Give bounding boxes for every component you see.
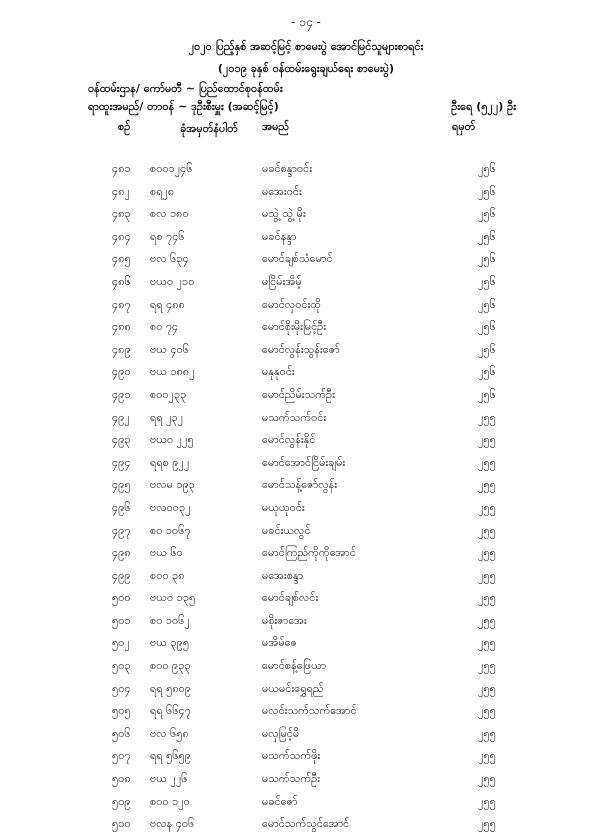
header-name: အမည် bbox=[262, 120, 290, 133]
header-marks: ရမှတ် bbox=[452, 120, 476, 133]
marks-value: ၂၅၅ bbox=[478, 500, 496, 514]
post-label: ရာထူးအမည်/ တာဝန် ~ ဒုဦးစီးမှူး (အဆင့်မြင့်) bbox=[88, 100, 279, 113]
department-label: ဝန်ထမ်းဌာန/ ကော်မတီ ~ ပြည်ထောင်စုဝန်ထမ်း bbox=[88, 82, 283, 95]
row-number: ၄၉၃ bbox=[112, 433, 131, 447]
roll-number: ရစ ၇၄၆ bbox=[150, 229, 185, 243]
row-number: ၄၉၈ bbox=[112, 546, 131, 560]
roll-number: စရ၂၈ bbox=[150, 184, 175, 198]
row-number: ၄၈၇ bbox=[112, 297, 131, 311]
row-number: ၄၉၇ bbox=[112, 523, 131, 537]
row-number: ၅၀၄ bbox=[112, 681, 131, 695]
table-row bbox=[0, 452, 612, 475]
marks-value: ၂၅၆ bbox=[478, 297, 496, 311]
marks-value: ၂၅၅ bbox=[478, 704, 496, 718]
marks-value: ၂၅၆ bbox=[478, 320, 496, 334]
table-row bbox=[0, 610, 612, 633]
roll-number: ဗယ၀ ၂၂၅ bbox=[150, 433, 194, 447]
roll-number: ဗလ၀၀၃၂ bbox=[150, 500, 191, 514]
candidate-name: မောင်လွန်းသွန်းဇော် bbox=[262, 342, 340, 356]
table-row bbox=[0, 294, 612, 317]
candidate-name: မယမင်းရွှေရည် bbox=[262, 681, 324, 695]
roll-number: စဝ၀ ၉၃၃ bbox=[150, 659, 191, 673]
roll-number: ဗယ ၁၈၈၂ bbox=[150, 365, 195, 379]
roll-number: ဗယ ၄၀၆ bbox=[150, 342, 190, 356]
marks-value: ၂၅၆ bbox=[478, 387, 496, 401]
candidate-name: မောင်ညိမ်းသက်ဦး bbox=[262, 387, 335, 401]
table-row bbox=[0, 339, 612, 362]
roll-number: စလ ၁၈၀ bbox=[150, 207, 189, 221]
candidate-name: မခင်စန္ဒာဝင်း bbox=[262, 162, 313, 175]
table-row bbox=[0, 407, 612, 430]
marks-value: ၂၅၅ bbox=[478, 772, 496, 786]
marks-value: ၂၅၅ bbox=[478, 568, 496, 582]
header-roll: ခုံအမှတ်နံပါတ် bbox=[180, 122, 238, 135]
candidate-name: မစိုးဇာအေး bbox=[262, 613, 307, 627]
row-number: ၄၉၆ bbox=[112, 500, 131, 514]
marks-value: ၂၅၅ bbox=[478, 659, 496, 673]
table-row bbox=[0, 587, 612, 610]
header-no: စဉ် bbox=[118, 120, 131, 133]
roll-number: ရရ ၂၃၂ bbox=[150, 410, 184, 424]
row-number: ၅၀၈ bbox=[112, 772, 131, 786]
table-row bbox=[0, 248, 612, 271]
row-number: ၅၀၉ bbox=[112, 794, 131, 808]
candidate-name: မလင်းသက်သက်အောင် bbox=[262, 704, 357, 718]
roll-number: စဝ ၇၄ bbox=[150, 320, 179, 334]
candidate-name: မငြိမ်းအိမ့် bbox=[262, 274, 302, 288]
page-number: - ၁၄ - bbox=[291, 15, 321, 29]
candidate-name: မသက်သက်ဝင်း bbox=[262, 410, 327, 424]
table-row bbox=[0, 791, 612, 814]
candidate-name: မအေးစန္ဒာ bbox=[262, 568, 304, 582]
candidate-name: မလှမြင့်မိ bbox=[262, 726, 300, 740]
roll-number: စဝ ၁၀၆၇ bbox=[150, 523, 191, 537]
candidate-name: မအေးဝင်း bbox=[262, 184, 302, 198]
roll-number: ရရ ၅၆၅၉ bbox=[150, 749, 191, 763]
roll-number: ဗယ၀ ၂၁၀ bbox=[150, 274, 195, 288]
table-row bbox=[0, 565, 612, 588]
roll-number: ဗလမ ၁၉၃ bbox=[150, 478, 195, 492]
marks-value: ၂၅၅ bbox=[478, 410, 496, 424]
table-row bbox=[0, 158, 612, 181]
marks-value: ၂၅၅ bbox=[478, 455, 496, 469]
roll-number: ရရ ၆၆၄၇ bbox=[150, 704, 191, 718]
roll-number: ဗလ ၆၃၄ bbox=[150, 252, 189, 266]
row-number: ၅၀၁ bbox=[112, 613, 131, 627]
marks-value: ၂၅၅ bbox=[478, 636, 496, 650]
candidate-name: မောင်လွန်းနိုင် bbox=[262, 433, 316, 447]
row-number: ၄၉၂ bbox=[112, 410, 130, 424]
marks-value: ၂၅၅ bbox=[478, 794, 496, 808]
candidate-name: မောင်အောင်ငြိမ်းချမ်း bbox=[262, 455, 346, 469]
marks-value: ၂၅၆ bbox=[478, 252, 496, 266]
vacancy-count: ဦးရေ (၅၂၂) ဦး bbox=[451, 100, 516, 113]
row-number: ၅၀၇ bbox=[112, 749, 131, 763]
table-row bbox=[0, 520, 612, 543]
row-number: ၅၀၀ bbox=[112, 591, 131, 605]
table-row bbox=[0, 474, 612, 497]
table-row bbox=[0, 497, 612, 520]
roll-number: ရရ ၅၈၀၉ bbox=[150, 681, 191, 695]
table-row bbox=[0, 429, 612, 452]
marks-value: ၂၅၅ bbox=[478, 749, 496, 763]
row-number: ၄၉၄ bbox=[112, 455, 131, 469]
marks-value: ၂၅၅ bbox=[478, 591, 496, 605]
row-number: ၄၉၅ bbox=[112, 478, 131, 492]
candidate-name: မောင်သန့်ဇော်လွန်း bbox=[262, 478, 338, 492]
marks-value: ၂၅၅ bbox=[478, 681, 496, 695]
marks-value: ၂၅၅ bbox=[478, 523, 496, 537]
row-number: ၄၈၅ bbox=[112, 252, 131, 266]
candidate-name: မောင်စန့်ဖြေယာ bbox=[262, 659, 327, 673]
table-row bbox=[0, 384, 612, 407]
roll-number: စဝ၀ ၁၂၀ bbox=[150, 794, 190, 808]
marks-value: ၂၅၆ bbox=[478, 162, 496, 175]
row-number: ၄၉၀ bbox=[112, 365, 131, 379]
marks-value: ၂၅၆ bbox=[478, 229, 496, 243]
candidate-name: မောင်စိုးမိုးမြင့်ဦး bbox=[262, 320, 327, 334]
table-row bbox=[0, 813, 612, 836]
table-row bbox=[0, 745, 612, 768]
row-number: ၅၀၂ bbox=[112, 636, 130, 650]
row-number: ၄၈၃ bbox=[112, 207, 131, 221]
results-list bbox=[0, 158, 612, 836]
row-number: ၄၈၄ bbox=[112, 229, 131, 243]
table-row bbox=[0, 632, 612, 655]
candidate-name: မောင်ကြည်ကိုကိုအောင် bbox=[262, 546, 356, 560]
marks-value: ၂၅၅ bbox=[478, 546, 496, 560]
table-row bbox=[0, 271, 612, 294]
candidate-name: မခင်းယလွင် bbox=[262, 523, 311, 537]
candidate-name: မောင်ချစ်လင်း bbox=[262, 591, 319, 605]
table-row bbox=[0, 203, 612, 226]
candidate-name: မယုယုဝင်း bbox=[262, 500, 305, 514]
table-row bbox=[0, 723, 612, 746]
roll-number: စဝ၀၂၃၃ bbox=[150, 387, 187, 401]
document-title: ၂၀၂၀ ပြည့်နှစ် အဆင့်မြင့် စာမေးပွဲ အောင်မြင်သူများစာရင်း bbox=[188, 40, 424, 53]
candidate-name: မနုနုဝင်း bbox=[262, 365, 295, 379]
table-row bbox=[0, 361, 612, 384]
roll-number: စဝ၀၁၂၄၆ bbox=[150, 162, 193, 175]
marks-value: ၂၅၆ bbox=[478, 365, 496, 379]
candidate-name: မောင်ချစ်သံမောင် bbox=[262, 252, 333, 266]
marks-value: ၂၅၅ bbox=[478, 433, 496, 447]
marks-value: ၂၅၅ bbox=[478, 817, 496, 831]
row-number: ၅၀၅ bbox=[112, 704, 131, 718]
table-row bbox=[0, 316, 612, 339]
row-number: ၄၈၈ bbox=[112, 320, 131, 334]
roll-number: ဗလန ၄၀၆ bbox=[150, 817, 195, 831]
candidate-name: မအိမ်ဇေ bbox=[262, 636, 298, 650]
roll-number: ရရ ၄၈၈ bbox=[150, 297, 185, 311]
marks-value: ၂၅၆ bbox=[478, 274, 496, 288]
roll-number: ဗယ ၂၂၆ bbox=[150, 772, 188, 786]
roll-number: စဝ၀ ၃၈ bbox=[150, 568, 185, 582]
candidate-name: မသက်သက်ဖိုး bbox=[262, 749, 321, 763]
row-number: ၄၉၉ bbox=[112, 568, 131, 582]
table-row bbox=[0, 181, 612, 204]
row-number: ၅၀၃ bbox=[112, 659, 131, 673]
roll-number: စဝ ၁၀၆၂ bbox=[150, 613, 190, 627]
row-number: ၄၉၁ bbox=[112, 387, 131, 401]
row-number: ၅၀၆ bbox=[112, 726, 131, 740]
table-row bbox=[0, 226, 612, 249]
row-number: ၄၈၁ bbox=[112, 162, 131, 175]
row-number: ၄၈၉ bbox=[112, 342, 131, 356]
marks-value: ၂၅၅ bbox=[478, 726, 496, 740]
roll-number: ရရစ ၉၂၂ bbox=[150, 455, 190, 469]
candidate-name: မခင်ဇော် bbox=[262, 794, 298, 808]
document-subtitle: (၂၀၁၉ ခုနှစ် ဝန်ထမ်းရွေးချယ်ရေး စာမေးပွဲ) bbox=[217, 62, 395, 75]
marks-value: ၂၅၅ bbox=[478, 613, 496, 627]
marks-value: ၂၅၆ bbox=[478, 342, 496, 356]
roll-number: ဗယ ၆၀ bbox=[150, 546, 183, 560]
row-number: ၄၈၂ bbox=[112, 184, 130, 198]
roll-number: ဗလ ၆၅၈ bbox=[150, 726, 189, 740]
candidate-name: မသက်သက်ဦး bbox=[262, 772, 320, 786]
candidate-name: မောင်သက်သွင်အောင် bbox=[262, 817, 350, 831]
candidate-name: မောင်လှဝင်းထို bbox=[262, 297, 321, 311]
roll-number: ဗယ၀ ၁၃၅ bbox=[150, 591, 196, 605]
table-row bbox=[0, 768, 612, 791]
table-row bbox=[0, 542, 612, 565]
table-row bbox=[0, 655, 612, 678]
candidate-name: မသွဲ့ သွဲ့ မိုး bbox=[262, 207, 306, 221]
candidate-name: မခင်နန္ဒာ bbox=[262, 229, 297, 243]
row-number: ၅၁၀ bbox=[112, 817, 131, 831]
marks-value: ၂၅၅ bbox=[478, 478, 496, 492]
marks-value: ၂၅၆ bbox=[478, 184, 496, 198]
marks-value: ၂၅၆ bbox=[478, 207, 496, 221]
table-row bbox=[0, 700, 612, 723]
roll-number: ဗယ ၃၉၅ bbox=[150, 636, 190, 650]
row-number: ၄၈၆ bbox=[112, 274, 131, 288]
table-row bbox=[0, 678, 612, 701]
